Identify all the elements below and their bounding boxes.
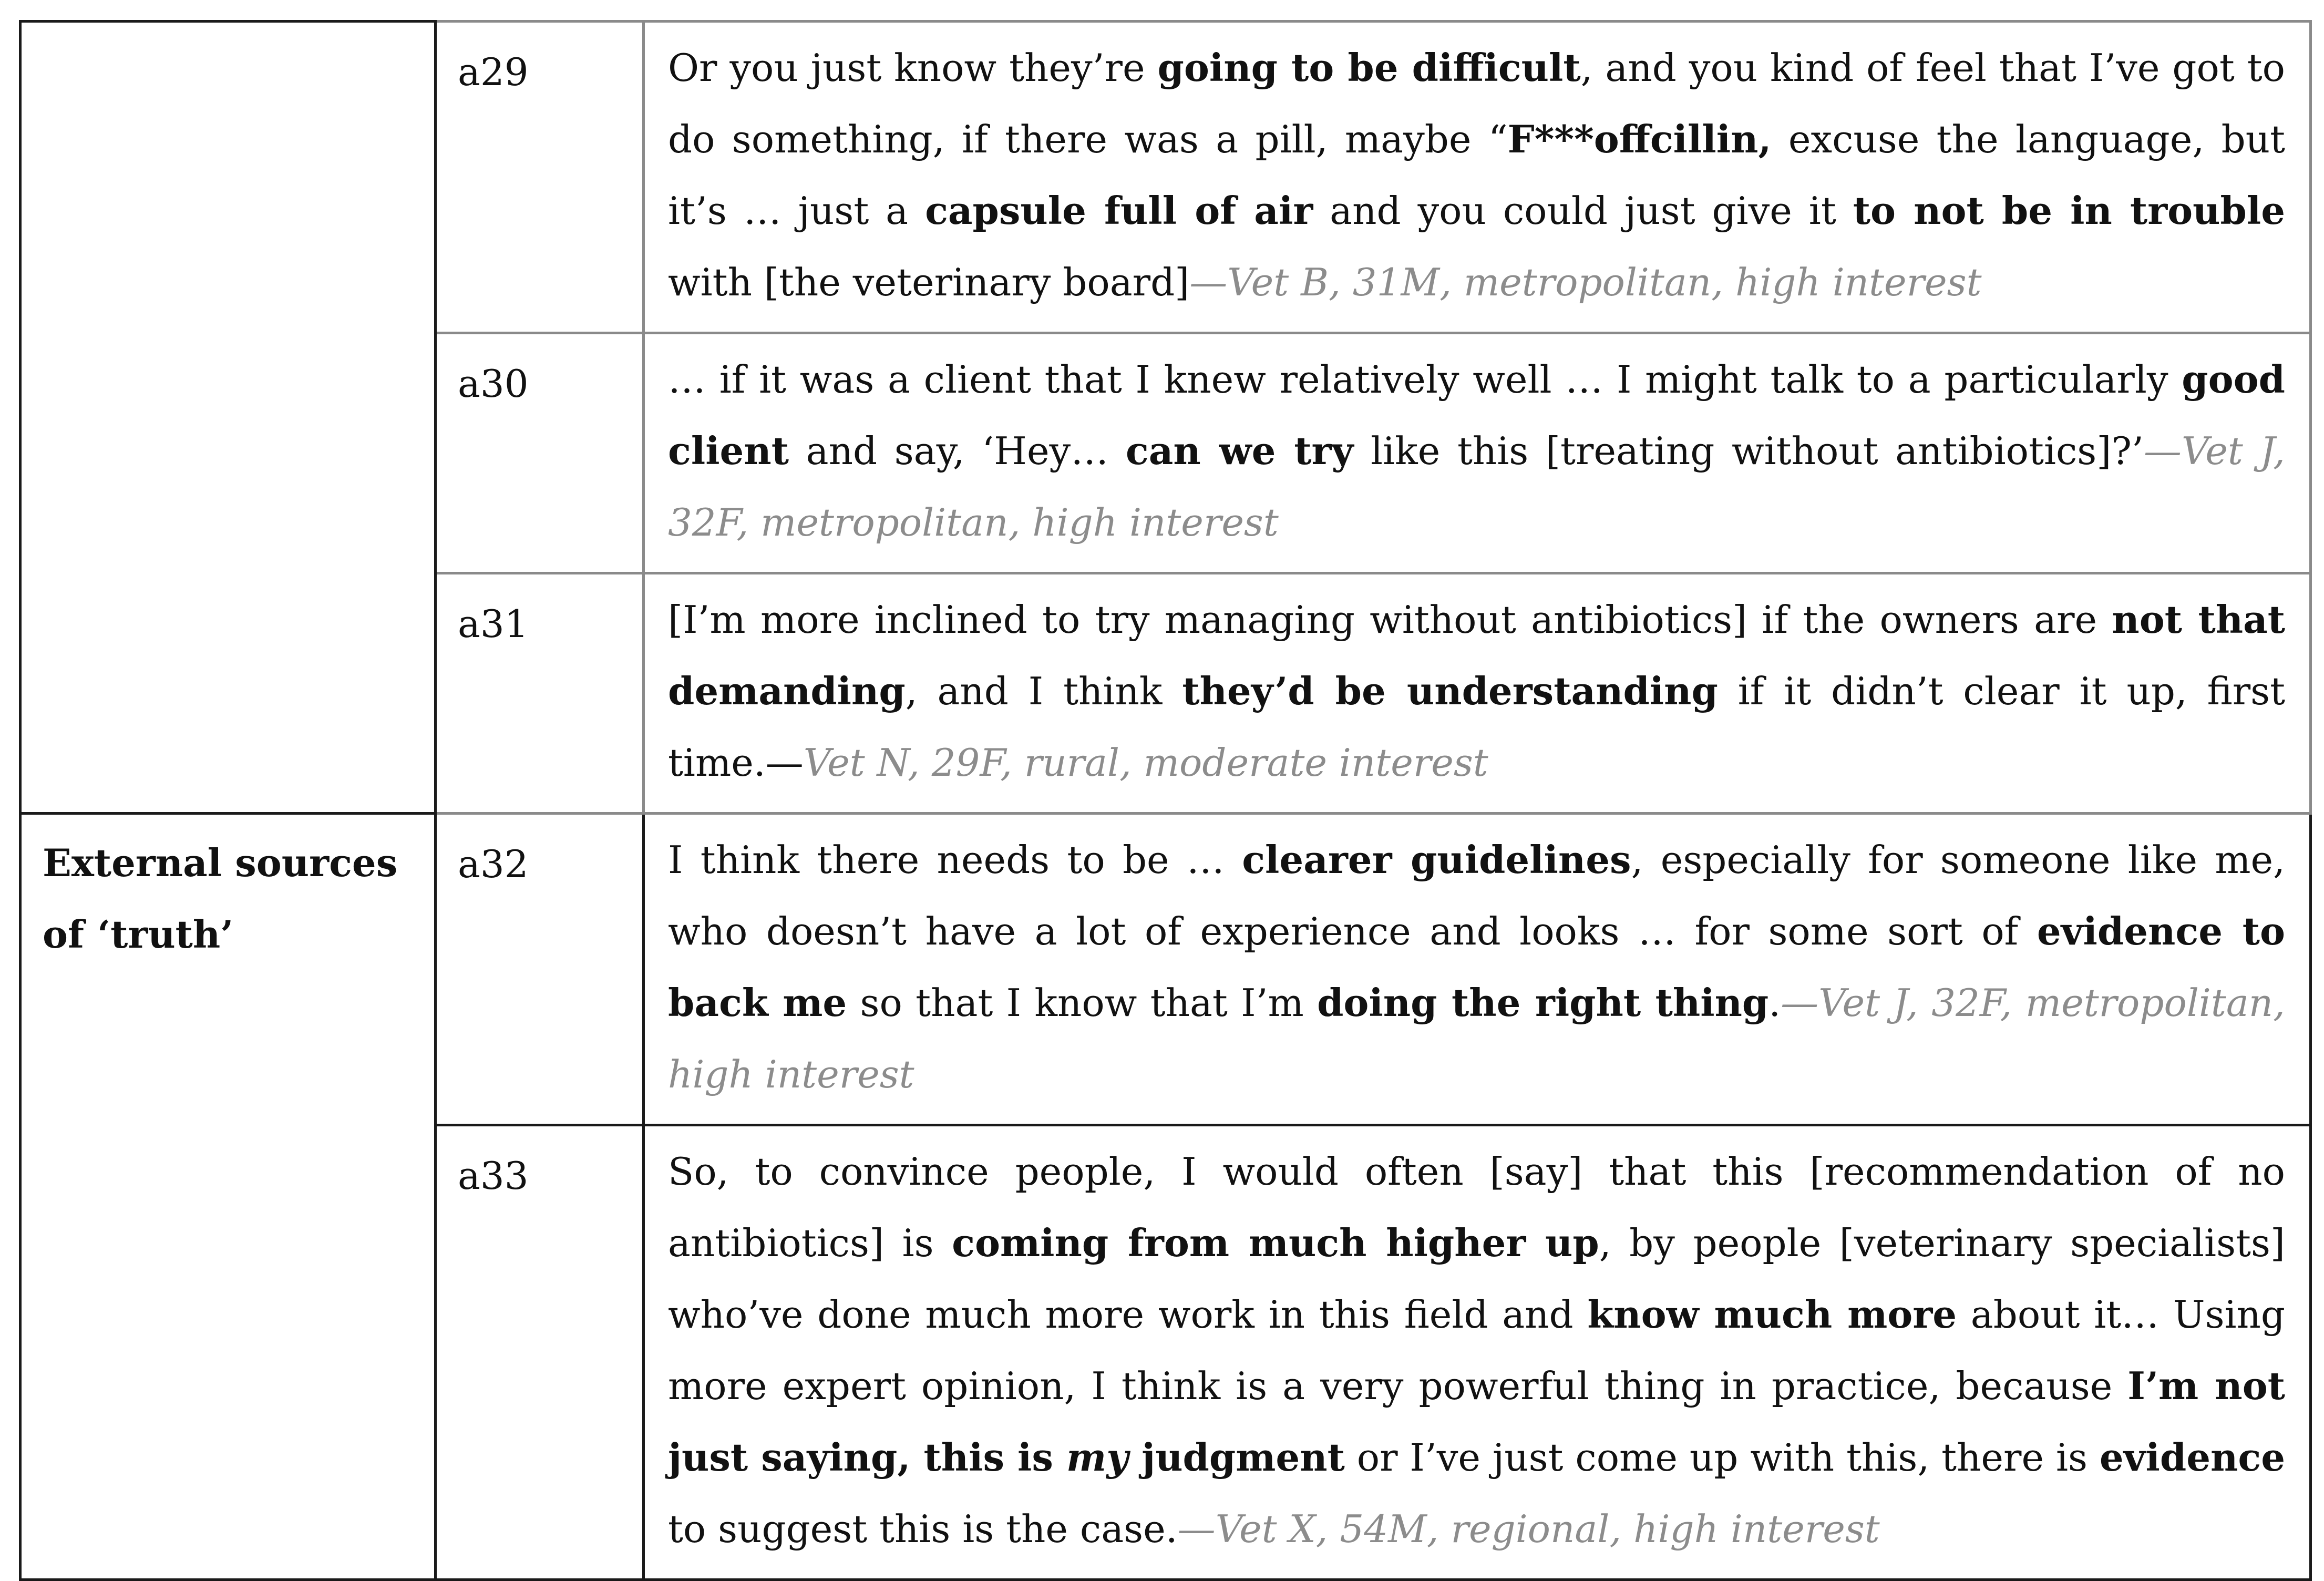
quote-segment: , and I think [905,669,1182,713]
quote-id: a33 [436,1125,644,1580]
table-row [20,22,2311,333]
quote-emphasis: good client [668,357,2285,473]
quote-segment: so that I know that I’m [847,981,1318,1025]
quote-emphasis: coming from much higher up [952,1220,1599,1265]
quote-segment: , and you kind of feel that I’ve got to do something, if there was a pill, maybe “ [668,46,2286,161]
quote-id: a31 [436,573,644,814]
quote-emphasis: clearer guidelines [1242,837,1631,882]
quote-segment: and you could just give it [1313,189,1853,233]
quote-id: a30 [436,333,644,573]
quote-segment: like this [treating without antibiotics]?’ [1353,429,2144,473]
quote-emphasis: can we try [1125,428,1354,473]
quote-segment: , by people [veterinary specialists] who’ve done much more work in this field and [668,1221,2285,1337]
quote-id: a29 [436,22,644,333]
quote-segment: Or you just know they’re [668,46,1158,90]
quote-text [644,22,2311,333]
quote-emphasis: going to be difficult [1157,45,1581,90]
quote-segment: [I’m more inclined to try managing without antibiotics] if the owners are [668,598,2112,642]
quote-attribution: Vet N, 29F, rural, moderate interest [803,741,1488,785]
quote-segment: excuse the language, but it’s … just a [668,117,2285,233]
quote-emphasis: know much more [1587,1292,1957,1337]
quote-text [644,573,2311,814]
quote-emphasis: judgment [1128,1435,1345,1480]
quote-emphasis: evidence to back me [668,909,2285,1025]
quote-emphasis: capsule full of air [925,188,1313,233]
theme-cell: External sources of ‘truth’ [20,814,436,1580]
quote-text [644,1125,2311,1580]
quote-segment: to suggest this is the case. [668,1507,1178,1551]
quotes-table [19,20,2312,1581]
theme-cell [20,22,436,814]
quote-attribution: —Vet J, 32F, metropolitan, high interest [668,981,2286,1096]
quote-emphasis: they’d be understanding [1182,669,1718,713]
quote-id: a32 [436,814,644,1125]
quote-attribution: —Vet B, 31M, metropolitan, high interest [1189,260,1982,304]
quote-segment: or I’ve just come up with this, there is [1344,1435,2100,1480]
quote-emphasis: not that demanding [668,597,2285,713]
quote-segment: … if it was a client that I knew relatively well … I might talk to a particularly [668,357,2182,402]
quote-segment: if it didn’t clear it up, first time.— [668,669,2286,785]
quote-text [644,333,2311,573]
quote-segment: I think there needs to be … [668,838,1242,882]
quote-segment: and say, ‘Hey… [788,429,1126,473]
quote-emphasis: I’m not just saying, this is [668,1363,2286,1480]
quote-emphasis [1066,1435,1128,1480]
quote-emphasis: F***offcillin, [1507,117,1772,161]
quote-segment: . [1768,981,1781,1025]
quote-attribution: —Vet J, 32F, metropolitan, high interest [668,429,2285,545]
quote-segment: with [the veterinary board] [668,260,1190,304]
quote-segment: , especially for someone like me, who doesn’t have a lot of experience and looks … for some sort of [668,838,2286,953]
quote-segment: So, to convince people, I would often [say] that this [recommendation of no antibiotics] is [668,1149,2285,1265]
quote-attribution: —Vet X, 54M, regional, high interest [1177,1507,1880,1551]
quote-italic: my [1066,1435,1129,1480]
quote-emphasis: to not be in trouble [1853,188,2285,233]
quote-emphasis: doing the right thing [1317,980,1769,1025]
table-row [20,814,2311,1125]
quote-segment: about it… Using more expert opinion, I think is a very powerful thing in practice, because [668,1292,2286,1408]
quote-text [644,814,2311,1125]
quote-emphasis: evidence [2099,1435,2286,1480]
